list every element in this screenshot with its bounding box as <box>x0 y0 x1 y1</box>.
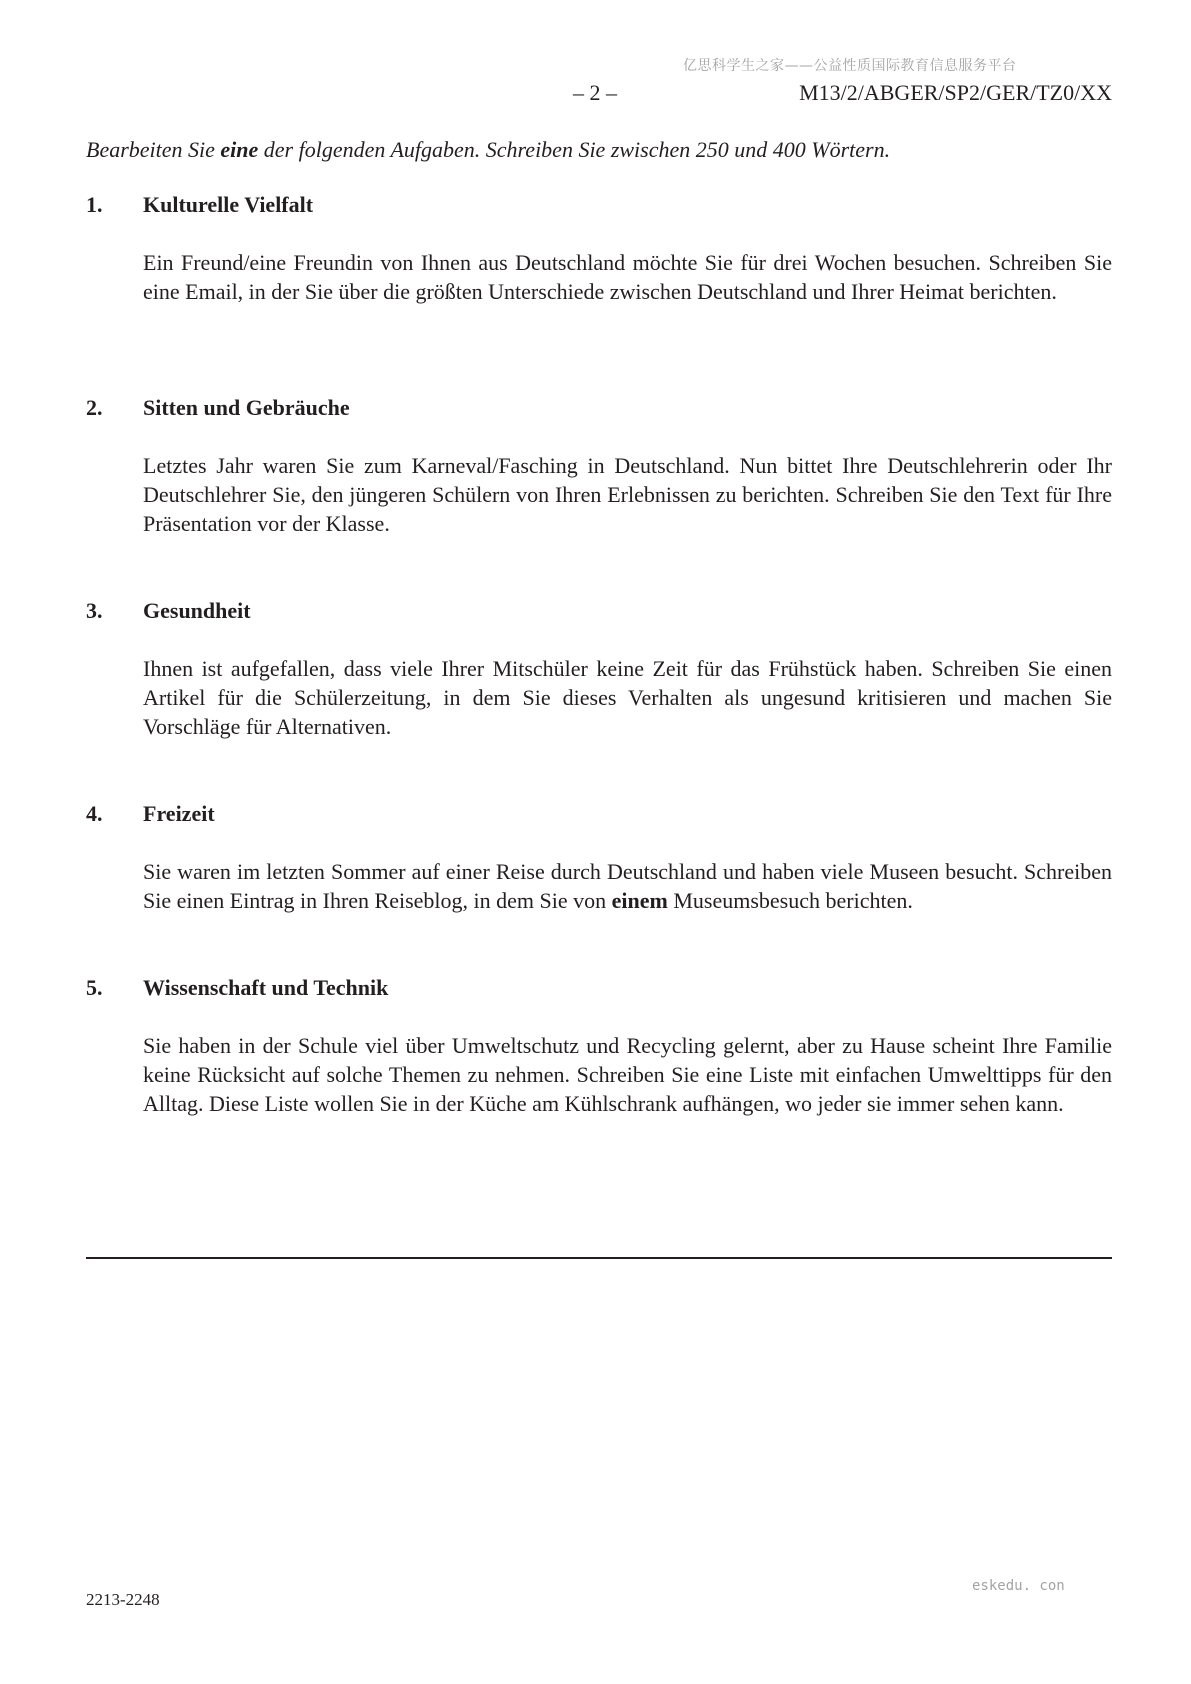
header-watermark: 亿思科学生之家——公益性质国际教育信息服务平台 <box>683 58 1017 74</box>
instructions-post: der folgenden Aufgaben. Schreiben Sie zwischen 250 und 400 Wörtern. <box>258 137 891 162</box>
task-title: Sitten und Gebräuche <box>143 395 350 420</box>
task-text: Letztes Jahr waren Sie zum Karneval/Fasching in Deutschland. Nun bittet Ihre Deutschlehrerin oder Ihr Deutschlehrer Sie, den jüngeren Schülern von Ihren Erlebnissen zu berichten. Schreiben Sie den Text für Ihre Präsentation vor der Klasse. <box>143 453 1112 536</box>
instructions-emphasis: eine <box>220 137 259 162</box>
instructions-pre: Bearbeiten Sie <box>86 137 221 162</box>
task-text: Ein Freund/eine Freundin von Ihnen aus Deutschland möchte Sie für drei Wochen besuchen. Schreiben Sie eine Email, in der Sie über die größten Unterschiede zwischen Deutschland und Ihrer Heimat berichten. <box>143 250 1112 304</box>
task-text-pre: Sie waren im letzten Sommer auf einer Reise durch Deutschland und haben viele Museen besucht. Schreiben Sie einen Eintrag in Ihren Reiseblog, in dem Sie von <box>143 859 1112 913</box>
paper-code: M13/2/ABGER/SP2/GER/TZ0/XX <box>799 80 1112 105</box>
task-number: 4. <box>86 801 103 826</box>
instructions <box>86 137 890 163</box>
task-title: Freizeit <box>143 801 215 826</box>
task-5 <box>86 975 1112 1118</box>
task-number: 5. <box>86 975 103 1000</box>
section-divider <box>86 1257 1112 1259</box>
task-text-post: Museumsbesuch berichten. <box>667 888 913 913</box>
task-number: 3. <box>86 598 103 623</box>
task-1 <box>86 192 1112 306</box>
task-4 <box>86 801 1112 915</box>
footer-watermark: eskedu. con <box>972 1578 1065 1594</box>
task-title: Wissenschaft und Technik <box>143 975 389 1000</box>
task-title: Gesundheit <box>143 598 251 623</box>
task-text <box>143 857 1112 915</box>
task-text-emphasis: einem <box>611 888 668 913</box>
task-number: 2. <box>86 395 103 420</box>
task-title: Kulturelle Vielfalt <box>143 192 314 217</box>
task-text: Sie haben in der Schule viel über Umweltschutz und Recycling gelernt, aber zu Hause scheint Ihre Familie keine Rücksicht auf solche Themen zu nehmen. Schreiben Sie eine Liste mit einfachen Umwelttipps für den Alltag. Diese Liste wollen Sie in der Küche am Kühlschrank aufhängen, wo jeder sie immer sehen kann. <box>143 1033 1112 1116</box>
task-text: Ihnen ist aufgefallen, dass viele Ihrer Mitschüler keine Zeit für das Frühstück haben. Schreiben Sie einen Artikel für die Schülerzeitung, in dem Sie dieses Verhalten als ungesund kritisieren und machen Sie Vorschläge für Alternativen. <box>143 656 1112 739</box>
task-number: 1. <box>86 192 103 217</box>
task-2 <box>86 395 1112 538</box>
footer-code: 2213-2248 <box>86 1590 160 1609</box>
page-number: – 2 – <box>573 80 617 105</box>
task-3 <box>86 598 1112 741</box>
